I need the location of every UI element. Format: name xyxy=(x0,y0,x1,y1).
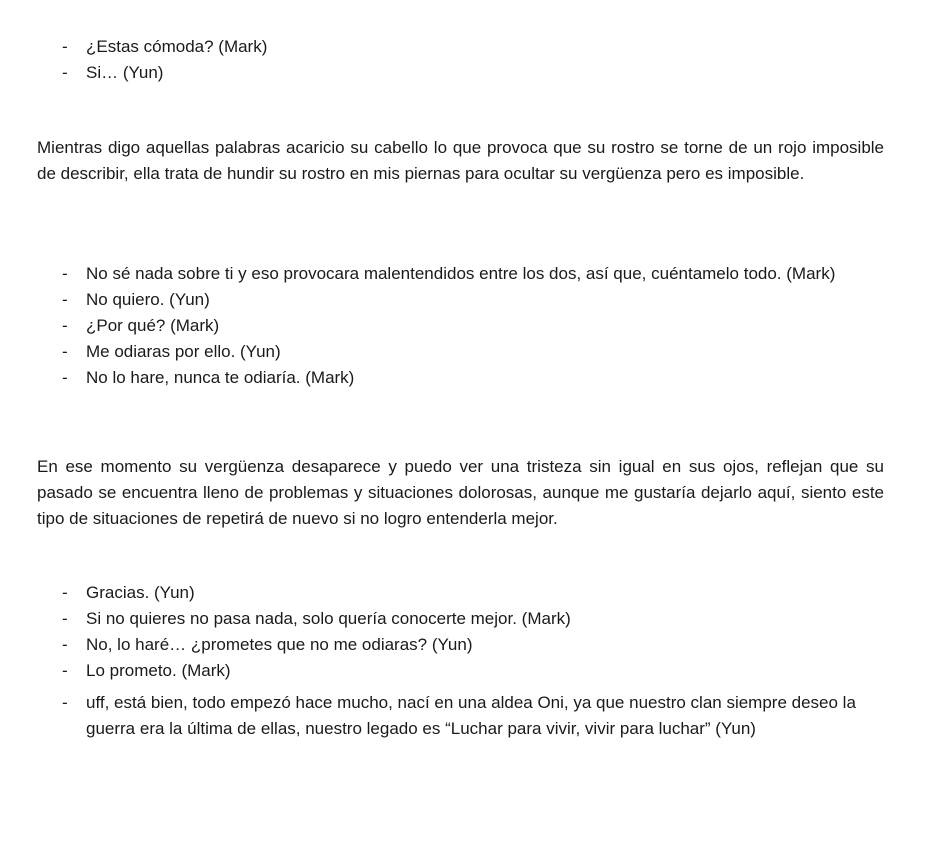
dialogue-line: - ¿Por qué? (Mark) xyxy=(62,316,220,335)
dialogue-line: - No sé nada sobre ti y eso provocara malentendidos entre los dos, así que, cuéntamelo todo. (Mark) xyxy=(62,264,836,283)
dialogue-line: - No quiero. (Yun) xyxy=(62,290,210,309)
dialogue-line: - uff, está bien, todo empezó hace mucho, nací en una aldea Oni, ya que nuestro clan siempre deseo la guerra era la última de ellas, nuestro legado es “Luchar para vivir, vivir para luchar” (Yun) xyxy=(62,693,856,738)
dialogue-line: - Me odiaras por ello. (Yun) xyxy=(62,342,281,361)
dialogue-block-2 xyxy=(62,261,884,391)
dialogue-line: - Lo prometo. (Mark) xyxy=(62,661,231,680)
dialogue-line: - No, lo haré… ¿prometes que no me odiaras? (Yun) xyxy=(62,635,473,654)
dialogue-block-1 xyxy=(62,34,884,86)
dialogue-line: - No lo hare, nunca te odiaría. (Mark) xyxy=(62,368,355,387)
dialogue-line: - Si no quieres no pasa nada, solo quería conocerte mejor. (Mark) xyxy=(62,609,571,628)
narrative-paragraph-2: En ese momento su vergüenza desaparece y puedo ver una tristeza sin igual en sus ojos, reflejan que su pasado se encuentra lleno de problemas y situaciones dolorosas, aunque me gustaría dejarlo aquí, siento este tipo de situaciones de repetirá de nuevo si no logro entenderla mejor. xyxy=(37,457,884,528)
dialogue-line: - ¿Estas cómoda? (Mark) xyxy=(62,37,268,56)
narrative-paragraph-1: Mientras digo aquellas palabras acaricio su cabello lo que provoca que su rostro se torne de un rojo imposible de describir, ella trata de hundir su rostro en mis piernas para ocultar su vergüenza pero es imposible. xyxy=(37,138,884,183)
dialogue-line: - Si… (Yun) xyxy=(62,63,164,82)
dialogue-line: - Gracias. (Yun) xyxy=(62,583,195,602)
dialogue-block-3 xyxy=(62,580,884,742)
